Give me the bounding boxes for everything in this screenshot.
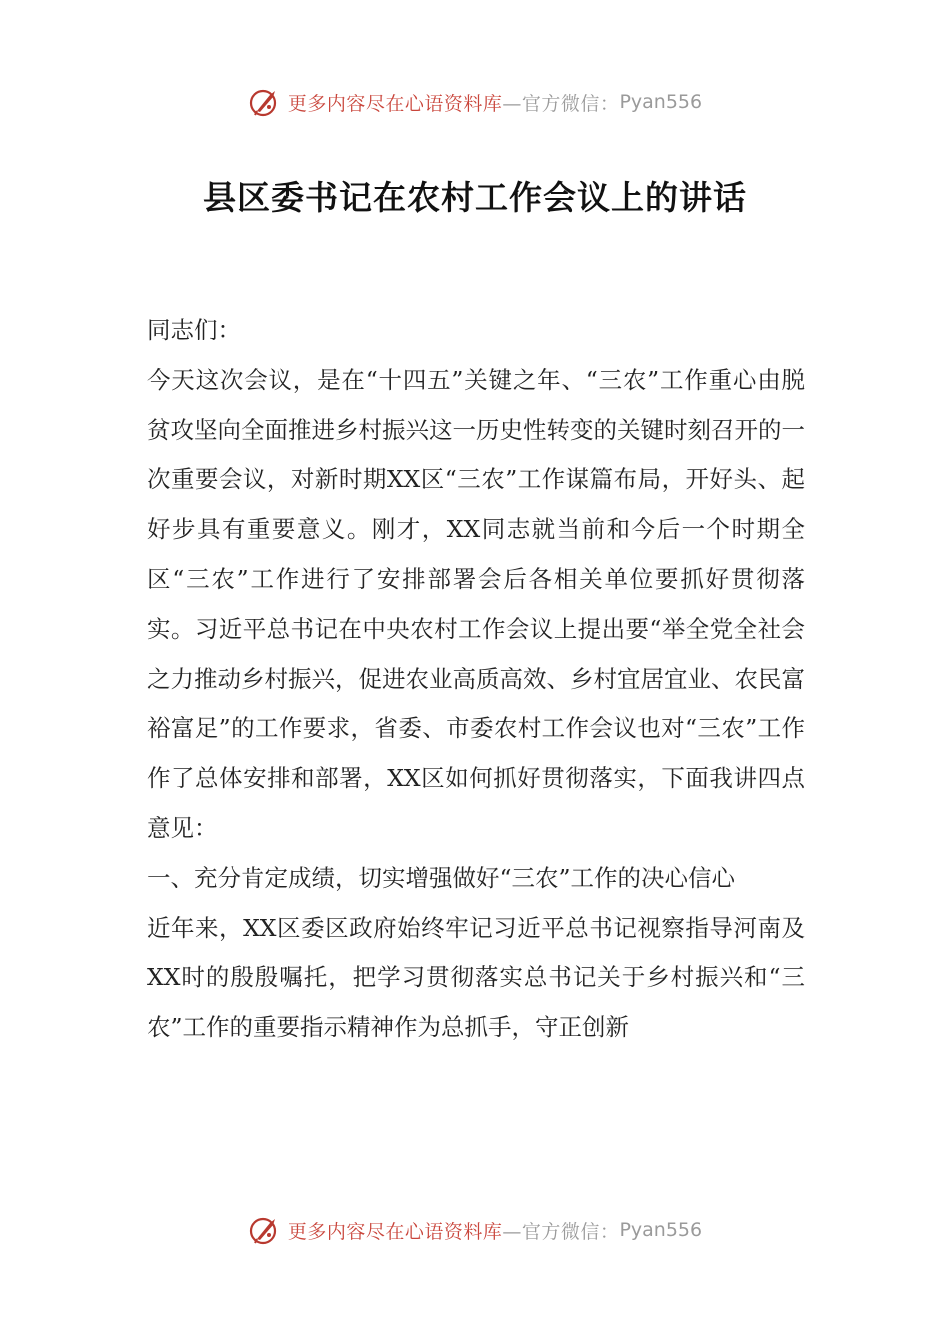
banner-wechat-label: —官方微信： [502,92,620,115]
banner-library-text: 更多内容尽在心语资料库 [287,92,503,115]
banner-wechat-id: Pyan556 [619,91,703,113]
header-watermark-banner [0,82,950,122]
quill-pen-logo-icon [248,1213,282,1247]
document-body [147,306,805,1053]
banner-wechat-id: Pyan556 [619,1219,703,1241]
banner-wechat-label: —官方微信： [502,1220,620,1243]
quill-pen-logo-icon [248,85,282,119]
section-heading-1: 一、充分肯定成绩，切实增强做好“三农”工作的决心信心 [147,863,736,892]
paragraph-intro: 今天这次会议，是在“十四五”关键之年、“三农”工作重心由脱贫攻坚向全面推进乡村振兴这一历史性转变的关键时刻召开的一次重要会议，对新时期XX区“三农”工作谋篇布局，开好头、起好步具有重要意义。刚才，XX同志就当前和今后一个时期全区“三农”工作进行了安排部署会后各相关单位要抓好贯彻落实。习近平总书记在中央农村工作会议上提出要“举全党全社会之力推动乡村振兴，促进农业高质高效、乡村宜居宜业、农民富裕富足”的工作要求，省委、市委农村工作会议也对“三农”工作作了总体安排和部署，XX区如何抓好贯彻落实，下面我讲四点意见： [147,365,805,842]
banner-library-text: 更多内容尽在心语资料库 [287,1220,503,1243]
paragraph-section-1: 近年来，XX区委区政府始终牢记习近平总书记视察指导河南及XX时的殷殷嘱托，把学习贯彻落实总书记关于乡村振兴和“三农”工作的重要指示精神作为总抓手，守正创新 [147,913,805,1042]
footer-watermark-banner [0,1210,950,1250]
document-title: 县区委书记在农村工作会议上的讲话 [203,178,747,217]
salutation: 同志们： [147,316,241,344]
